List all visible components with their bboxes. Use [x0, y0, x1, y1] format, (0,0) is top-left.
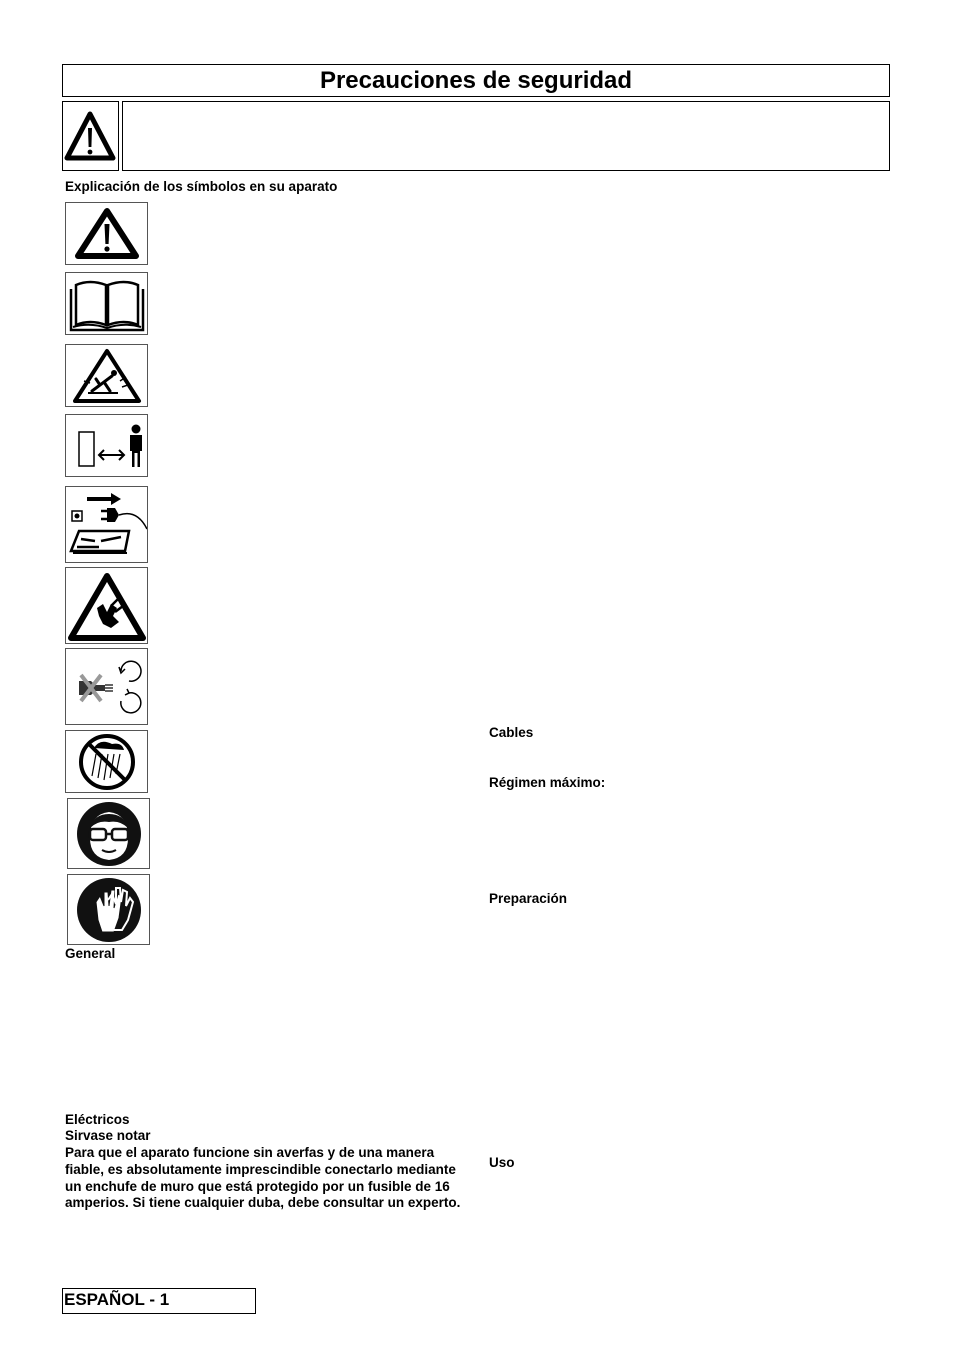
warning-triangle-icon [72, 206, 142, 262]
symbol-eye-protection [67, 798, 150, 869]
section-cables-heading: Cables [489, 725, 534, 740]
no-rain-icon [72, 732, 142, 792]
section-preparacion-heading: Preparación [489, 891, 568, 906]
page-footer [62, 1288, 256, 1314]
warning-header-icon-box [62, 101, 119, 171]
wear-gloves-icon [74, 876, 144, 944]
unplug-before-maintenance-icon [67, 489, 147, 561]
symbol-flying-debris [65, 344, 148, 407]
cutting-hands-warning-icon [67, 570, 147, 642]
symbol-cutting-hands [65, 567, 148, 644]
page-title-box [62, 64, 890, 97]
wear-eye-protection-icon [74, 800, 144, 868]
symbol-warning [65, 202, 148, 265]
warning-triangle-icon [63, 102, 118, 170]
symbol-no-rain [65, 730, 148, 793]
section-general-heading: General [65, 946, 116, 961]
rotating-blade-stop-icon [67, 651, 147, 723]
symbol-unplug [65, 486, 148, 563]
symbols-heading: Explicación de los símbolos en su aparato [65, 179, 338, 194]
page-title: Precauciones de seguridad [319, 66, 633, 94]
sirvase-notar-heading: Sirvase notar [65, 1128, 151, 1143]
symbol-gloves [67, 874, 150, 945]
section-electricos-heading: Eléctricos [65, 1112, 130, 1127]
section-regimen-maximo-heading: Régimen máximo: [489, 775, 606, 790]
section-uso-heading: Uso [489, 1155, 515, 1170]
symbol-rotating-blade [65, 648, 148, 725]
flying-debris-warning-icon [70, 347, 144, 405]
read-manual-icon [68, 275, 146, 333]
symbol-keep-distance [65, 414, 148, 477]
page-number-label: ESPAÑOL - 1 [64, 1290, 170, 1309]
electric-paragraph: Para que el aparato funcione sin averfas y de una manera fiable, es absolutamente imprescindible conectarlo mediante un enchufe de muro que está protegido por un fusible de 16 amperios. Si tiene cualquier duba, debe consultar un experto. [65, 1145, 461, 1211]
keep-distance-icon [70, 417, 144, 475]
warning-text-box [122, 101, 890, 171]
symbol-read-manual [65, 272, 148, 335]
